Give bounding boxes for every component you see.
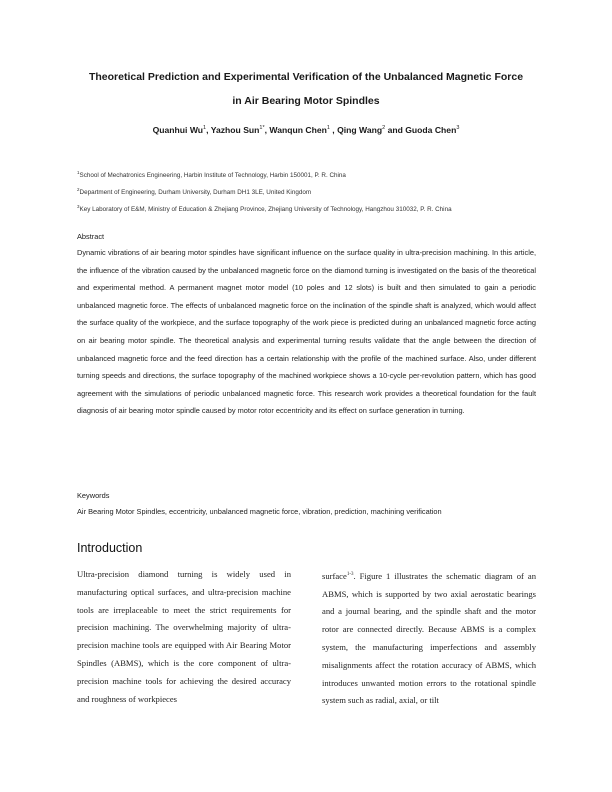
affiliation-text: Department of Engineering, Durham University, Durham DH1 3LE, United Kingdom — [79, 189, 312, 197]
introduction-column-right — [322, 566, 536, 710]
introduction-heading: Introduction — [77, 541, 143, 555]
author-name: Guoda Chen — [405, 125, 457, 135]
author-list: Quanhui Wu$^1$, Yazhou Sun$^{1*}$, Wanqun Chen$^1$ , Qing Wang$^2$ and Guoda Chen$^3$ — [152, 125, 460, 135]
abstract-heading: Abstract — [77, 232, 105, 241]
author-affiliation-mark: 1* — [259, 125, 265, 132]
affiliation-1 — [77, 170, 346, 179]
introduction-column-left: Ultra-precision diamond turning is widely used in manufacturing optical surfaces, and ultra-precision machine tools are irreplaceable to meet the strict requirements for precision machining. The overwhelming majority of ultra-precision machine tools are equipped with Air Bearing Motor Spindles (ABMS), which is the core component of ultra-precision machine tools for achieving the desired accuracy and roughness of workpieces — [77, 569, 291, 704]
affiliation-mark: 3 — [77, 204, 80, 209]
keywords-list: Air Bearing Motor Spindles, eccentricity, unbalanced magnetic force, vibration, prediction, machining verification — [77, 507, 442, 516]
author-name: Quanhui Wu — [152, 125, 204, 135]
intro-right-prefix: surface — [322, 570, 347, 581]
author-affiliation-mark: 2 — [382, 125, 386, 132]
author-name: Yazhou Sun — [210, 125, 260, 135]
affiliation-3 — [77, 204, 452, 213]
author-affiliation-mark: 1 — [203, 125, 207, 132]
citation-reference: 1-3 — [346, 572, 354, 577]
affiliation-mark: 2 — [77, 187, 80, 192]
abstract-body: Dynamic vibrations of air bearing motor spindles have significant influence on the surface quality in ultra-precision machining. In this article, the influence of the vibration caused by the unbalanced magnetic force on the diamond turning is investigated on the basis of the theoretical and experimental method. A permanent magnet motor model (10 poles and 12 slots) is built and then simulated to gain a periodic unbalanced magnetic force. The effects of unbalanced magnetic force on the inclination of the spindle shaft is analyzed, which would affect the surface quality of the workpiece, and the surface topography of the work piece is predicted during an unbalanced magnetic force acting on air bearing motor spindle. The theoretical analysis and experimental turning results validate that the angle between the direction of unbalanced magnetic force and the feed direction has a certain relationship with the profile of the machined surface. Also, under different turning speeds and directions, the surface topography of the machined workpiece shows a 10-cycle per-revolution pattern, which has good agreement with the simulations of periodic unbalanced magnetic force. This research work provides a theoretical foundation for the fault diagnosis of air bearing motor spindle caused by motor rotor eccentricity and its effect on surface generation in turning. — [77, 248, 536, 416]
affiliation-mark: 1 — [77, 170, 80, 175]
paper-title-line-1: Theoretical Prediction and Experimental Verification of the Unbalanced Magnetic Force — [88, 71, 524, 83]
affiliation-text: Key Laboratory of E&M, Ministry of Education & Zhejiang Province, Zhejiang University of Technology, Hangzhou 310032, P. R. China — [79, 206, 452, 214]
paper-title-line-2: in Air Bearing Motor Spindles — [232, 95, 380, 107]
keywords-heading: Keywords — [77, 491, 110, 500]
intro-right-text: . Figure 1 illustrates the schematic diagram of an ABMS, which is supported by two axial aerostatic bearings and a journal bearing, and the spindle shaft and the motor rotor are connected directly. Because ABMS is a complex system, the manufacturing imperfections and assembly misalignments affect the rotation accuracy of ABMS, which introduces unwanted motion errors to the rotational spindle system such as radial, axial, or tilt — [322, 570, 536, 706]
affiliation-2 — [77, 187, 311, 196]
author-affiliation-mark: 3 — [456, 125, 460, 132]
author-name: Qing Wang — [337, 125, 383, 135]
affiliation-text: School of Mechatronics Engineering, Harbin Institute of Technology, Harbin 150001, P. R. China — [79, 172, 346, 180]
author-name: Wanqun Chen — [269, 125, 327, 135]
author-affiliation-mark: 1 — [326, 125, 330, 132]
